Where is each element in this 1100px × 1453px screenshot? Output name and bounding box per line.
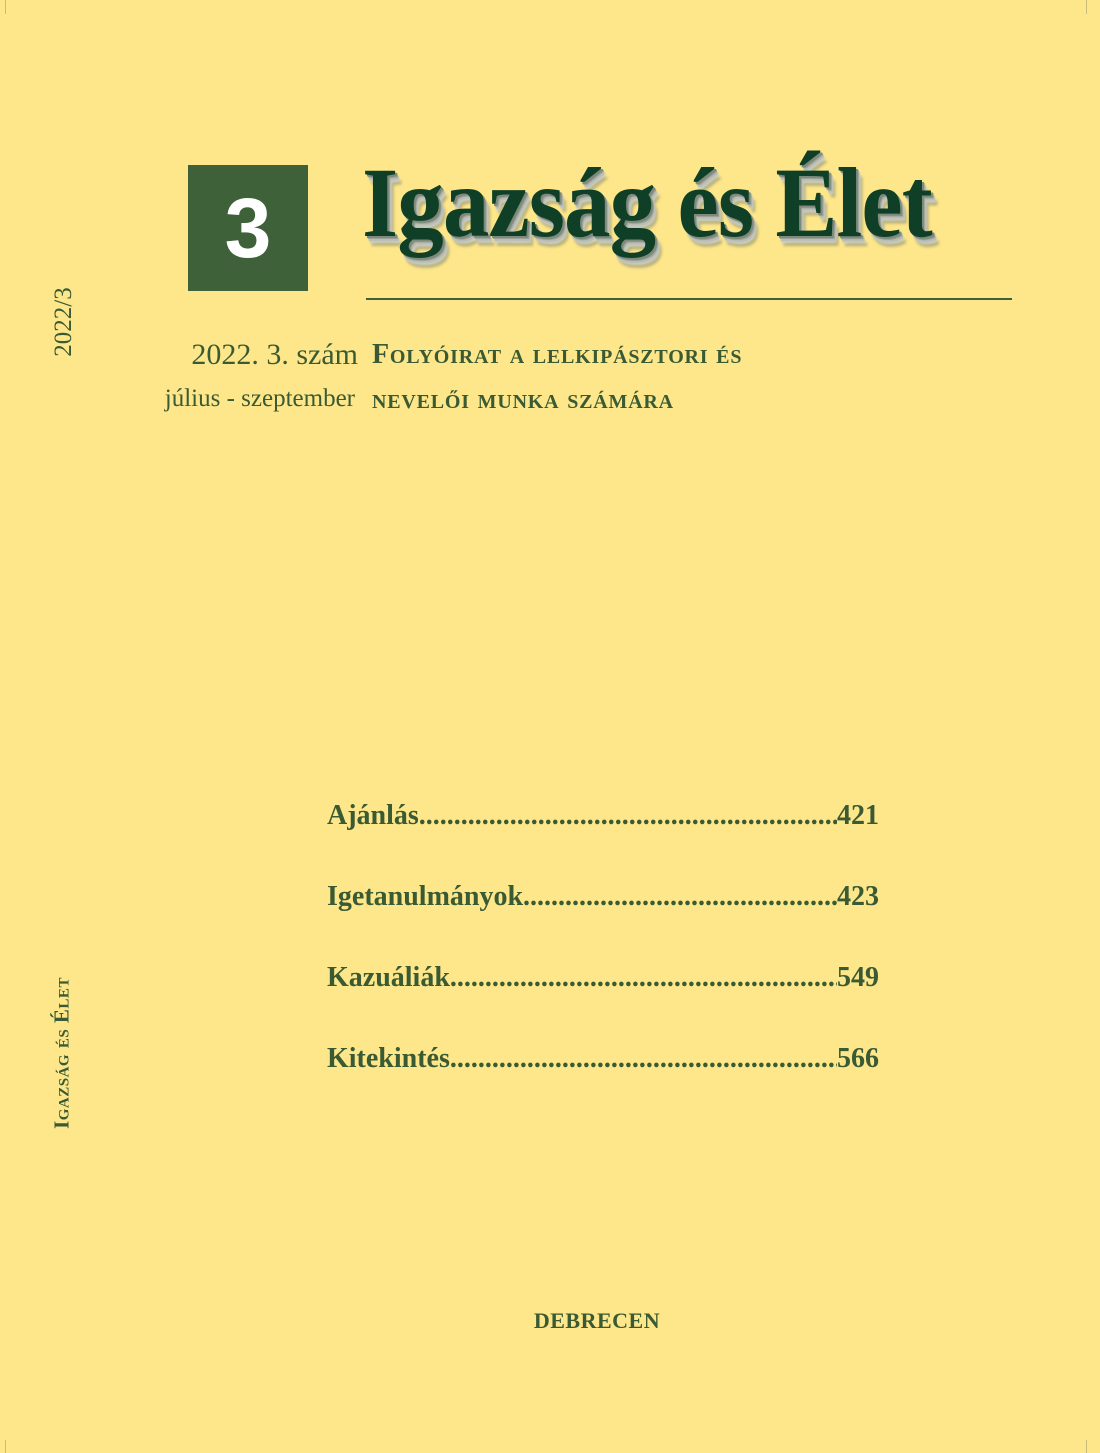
toc-entry-title: Igetanulmányok (327, 881, 524, 912)
toc-entry-title: Ajánlás (327, 800, 419, 831)
issue-date: 2022. 3. szám (191, 338, 358, 371)
issue-months: július - szeptember (164, 385, 355, 412)
toc-dot-leader (450, 962, 837, 994)
toc-dot-leader (523, 881, 837, 913)
toc-entry-page: 549 (837, 962, 879, 993)
toc-entry-title: Kitekintés (327, 1043, 450, 1074)
toc-entry-igetanulmanyok (327, 881, 879, 921)
publication-city: DEBRECEN (533, 1308, 661, 1333)
toc-entry-kitekintes (327, 1043, 879, 1083)
journal-title: Igazság és Élet (362, 147, 932, 258)
toc-entry-ajanlas (327, 800, 879, 840)
crop-mark-bottom-left (5, 1440, 6, 1453)
crop-mark-top-left (5, 0, 6, 14)
title-divider (366, 298, 1012, 300)
spine-title: Igazság és Élet (49, 977, 74, 1129)
toc-entry-page: 423 (837, 881, 879, 912)
toc-dot-leader (419, 800, 837, 832)
crop-mark-top-right (1086, 0, 1087, 14)
subtitle-line-2: nevelői munka számára (372, 384, 674, 415)
toc-dot-leader (450, 1043, 837, 1075)
toc-entry-page: 421 (837, 800, 879, 831)
crop-mark-bottom-right (1086, 1440, 1087, 1453)
toc-entry-title: Kazuáliák (327, 962, 450, 993)
issue-number: 3 (224, 181, 272, 275)
spine-year: 2022/3 (50, 287, 77, 357)
toc-entry-page: 566 (837, 1043, 879, 1074)
subtitle-line-1: Folyóirat a lelkipásztori és (372, 339, 743, 370)
issue-number-badge (188, 165, 308, 291)
toc-entry-kazualiak (327, 962, 879, 1002)
